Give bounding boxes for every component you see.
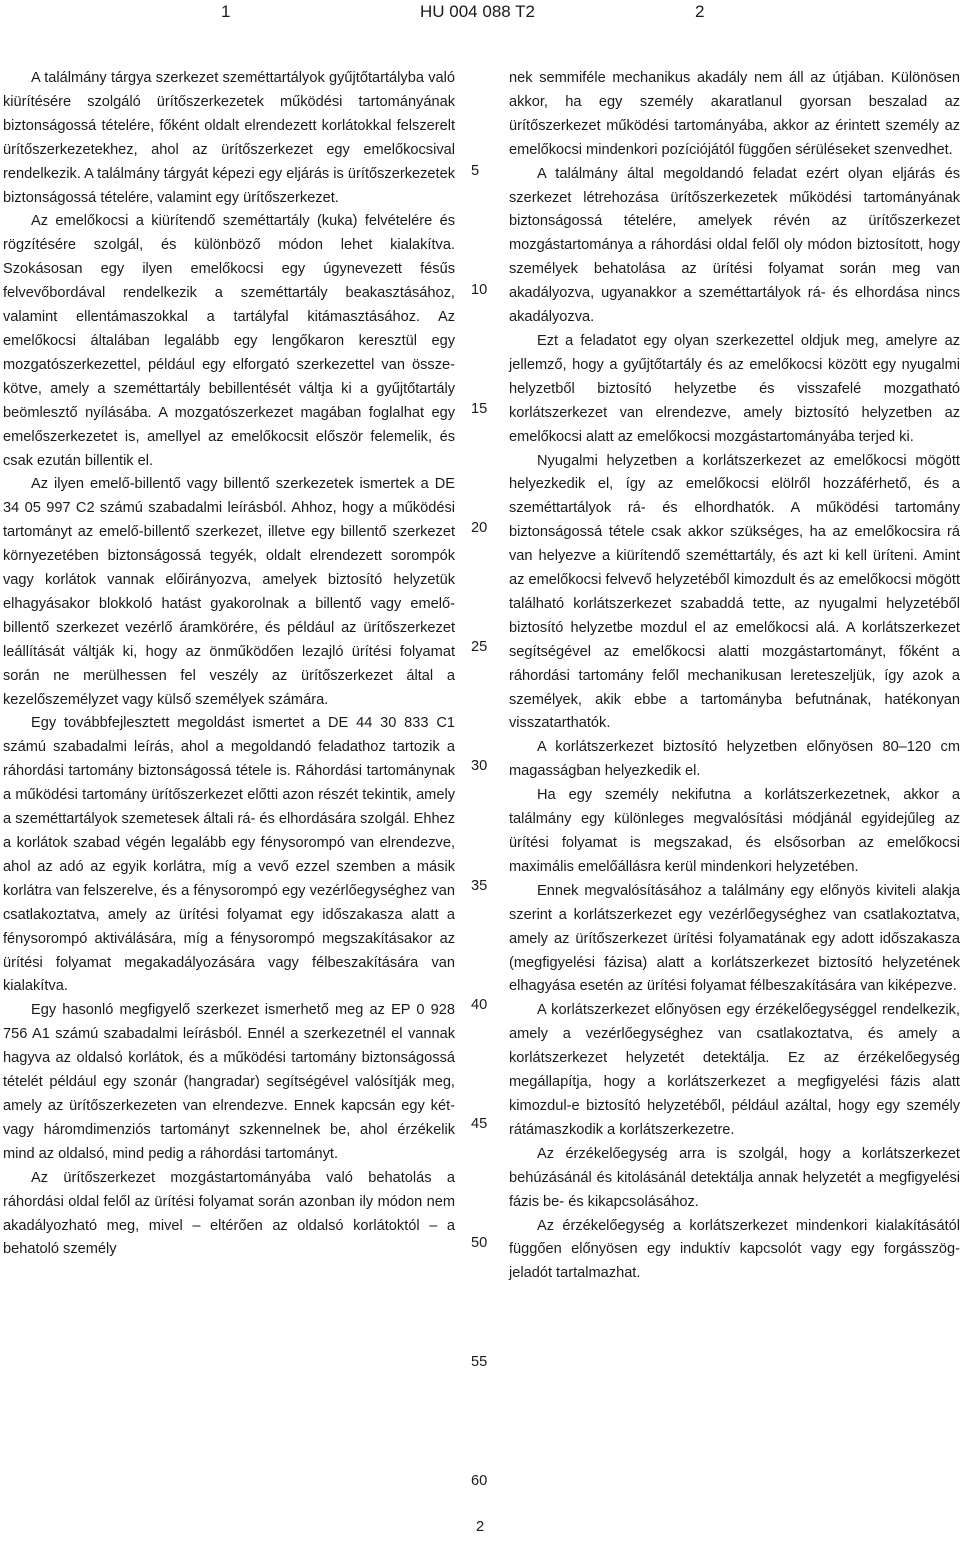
paragraph: A találmány által megoldandó feladat ezért olyan eljárás és szerkezet létrehozása ürítőszerkezetek működési tartományának biztonságossá tételére, amelyek révén az ürítőszerkezet mozgástartománya a ráhordási oldal felől oly módon biztosított, hogy személyek behatolása az ürítési folyamat során meg van akadályozva, ugyanakkor a szeméttartályok rá- és elhordása nincs akadályozva. bbox=[509, 165, 960, 326]
paragraph: A találmány tárgya szerkezet szeméttartályok gyűjtőtartályba való kiürítésére szolgáló ürítőszerkezetek működési tartományának biztonságossá tételére, főként oldalt elrendezett korlátokkal felszerelt ürítőszerkezetekhez, ahol az ürítőszerkezet egy emelőkocsival rendelkezik. A találmány tárgyát képezi egy eljárás is ürítőszerkezetek biztonságossá tételére, valamint egy ürítőszerkezet. bbox=[3, 70, 455, 206]
footer-page-number: 2 bbox=[475, 1518, 485, 1535]
line-number: 30 bbox=[471, 758, 488, 774]
paragraph: nek semmiféle mechanikus akadály nem áll az útjában. Különösen akkor, ha egy személy akaratlanul gyorsan beszalad az ürítőszerkezet működési tartományába, akkor az érintett személy az emelőkocsi mindenkori pozíciójától függően sérüléseket szenvedhet. bbox=[509, 70, 960, 158]
line-number: 40 bbox=[471, 997, 488, 1013]
line-number: 35 bbox=[471, 878, 488, 894]
patent-number: HU 004 088 T2 bbox=[420, 2, 535, 21]
line-number: 10 bbox=[471, 282, 488, 298]
paragraph: Ezt a feladatot egy olyan szerkezettel oldjuk meg, amelyre az jellemző, hogy a gyűjtőtartály és az emelőkocsi között egy nyugalmi helyzetből biztosító helyzetbe és visszafelé mozgatható korlátszerkezet van elrendezve, amely biztosító helyzetben az emelőkocsi alatt az emelőkocsi mozgástartományába terjed ki. bbox=[509, 332, 960, 445]
page-header bbox=[0, 0, 960, 30]
paragraph: Egy hasonló megfigyelő szerkezet ismerhető meg az EP 0 928 756 A1 számú szabadalmi leírásból. Ennél a szerkezetnél el vannak hagyva az oldalsó korlátok, és a működési tartomány biztonságossá tételét például egy szonár (hangradar) segítségével valósítják meg, amely az ürítőszerkezeten van elrendezve. Ennek kapcsán egy két- vagy háromdimenziós tartományt szkennelnek be, ahol érzékelik mind az oldalsó, mind pedig a ráhordási tartományt. bbox=[3, 1002, 455, 1162]
line-number: 25 bbox=[471, 639, 488, 655]
line-number: 45 bbox=[471, 1116, 488, 1132]
paragraph: Egy továbbfejlesztett megoldást ismertet a DE 44 30 833 C1 számú szabadalmi leírás, ahol a megoldandó feladathoz tartozik a ráhordási tartomány biztonságossá tétele is. Ráhordási tartománynak a működési tartomány ürítőszerkezet előtti azon részét tekintik, amely a szeméttartályok szemetesek általi rá- és elhordására szolgál. Ehhez a korlátok szabad végén legalább egy fénysorompó van elrendezve, ahol az adó az egyik korlátra, míg a vevő ezzel szemben a másik korlátra van felszerelve, és a fénysorompó egy vezérlőegységhez van csatlakoztatva, amely az ürítési folyamat egy időszakasza alatt a fénysorompó aktiválására, míg a fénysorompó megszakításakor az ürítési folyamat megakadályozására vagy félbeszakítására van kialakítva. bbox=[3, 715, 455, 995]
line-number: 50 bbox=[471, 1235, 488, 1251]
line-number: 60 bbox=[471, 1473, 488, 1489]
left-column bbox=[3, 67, 455, 1262]
paragraph: A korlátszerkezet biztosító helyzetben előnyösen 80–120 cm magasságban helyezkedik el. bbox=[509, 739, 960, 780]
line-number: 55 bbox=[471, 1354, 488, 1370]
paragraph: Nyugalmi helyzetben a korlátszerkezet az emelőkocsi mögött helyezkedik el, így az emelőkocsi elölről hozzáférhető, és a szeméttartályok rá- és elhordhatók. A működési tartomány biztonságossá tétele csak akkor szükséges, ha az emelőkocsira rá van helyezve a kiürítendő szeméttartály, és azt ki kell üríteni. Amint az emelőkocsi felvevő helyzetéből kimozdult és az emelőkocsi mögött található korlátszerkezet szabaddá tette, az nyugalmi helyzetéből biztosító helyzetbe mozdul el az emelőkocsi alá. A korlátszerkezet segítségével az emelőkocsi alatti mozgástartományt, főként a ráhordási tartomány felől mechanikusan lereteszeljük, így azok a személyek, akik ebbe a tartományba befutnának, hatékonyan visszatarthatók. bbox=[509, 452, 960, 732]
line-number: 20 bbox=[471, 520, 488, 536]
paragraph: Az érzékelőegység a korlátszerkezet mindenkori kialakításától függően előnyösen egy induktív kapcsolót vagy egy forgásszög-jeladót tartalmazhat. bbox=[509, 1217, 960, 1282]
right-column bbox=[509, 67, 960, 1286]
line-number: 15 bbox=[471, 401, 488, 417]
left-page-number: 1 bbox=[221, 2, 231, 21]
line-number: 5 bbox=[471, 163, 480, 179]
paragraph: Ha egy személy nekifutna a korlátszerkezetnek, akkor a találmány egy különleges megvalósítási módjánál egyidejűleg az ürítési folyamat is megszakad, és elsősorban az emelőkocsi maximális emelőállásra kerül mindenkori helyzetében. bbox=[509, 787, 960, 875]
paragraph: Az ürítőszerkezet mozgástartományába való behatolás a ráhordási oldal felől az ürítési folyamat során azonban ily módon nem akadályozható meg, mivel – eltérően az oldalsó korlátoktól – a behatoló személy bbox=[3, 1169, 455, 1258]
paragraph: Az emelőkocsi a kiürítendő szeméttartály (kuka) felvételére és rögzítésére szolgál, és különböző módon lehet kialakítva. Szokásosan egy ilyen emelőkocsi egy úgynevezett fésűs felvevőbordával rendelkezik a szeméttartály beakasztásához, valamint ellentámaszokkal a tartályfal kitámasztásához. Az emelőkocsi általában legalább egy lengőkaron keresztül egy mozgatószerkezettel, például egy elforgató szerkezettel van összekötve, amely a szeméttartály bebillentését váltja ki a gyűjtőtartály beömlesztő nyílásába. A mozgatószerkezet magában foglalhat egy emelőszerkezetet is, amellyel az emelőkocsit először felemelik, és csak ezután billentik el. bbox=[3, 213, 455, 469]
paragraph: Az érzékelőegység arra is szolgál, hogy a korlátszerkezet behúzásánál és kitolásánál detektálja annak helyzetét a megfigyelési fázis be- és kikapcsolásához. bbox=[509, 1145, 960, 1210]
paragraph: Az ilyen emelő-billentő vagy billentő szerkezetek ismertek a DE 34 05 997 C2 számú szabadalmi leírásból. Ahhoz, hogy a működési tartományt az emelő-billentő szerkezet, illetve egy billentő szerkezet környezetében biztonságossá tegyék, oldalt elrendezett sorompók vagy korlátok vannak előirányozva, amelyek biztosító helyzetük elhagyásakor blokkoló hatást gyakorolnak a billentő vagy emelő-billentő szerkezet vezérlő áramkörére, és például az ürítőszerkezet leállítását váltják ki, hogy az önműködően lezajló ürítési folyamat során ne merülhessen fel veszély az ürítőszerkezet által a kezelőszemélyzet vagy külső személyek számára. bbox=[3, 476, 455, 708]
paragraph: Ennek megvalósításához a találmány egy előnyös kiviteli alakja szerint a korlátszerkezet egy vezérlőegységhez van csatlakoztatva, amely az ürítőszerkezet ürítési folyamatának egy adott időszakasza (megfigyelési fázisa) alatt a korlátszerkezet biztosító helyzetének elhagyása esetén az ürítési folyamat félbeszakítására van kiképezve. bbox=[509, 882, 960, 995]
right-page-number: 2 bbox=[695, 2, 705, 21]
paragraph: A korlátszerkezet előnyösen egy érzékelőegységgel rendelkezik, amely a vezérlőegységhez van csatlakoztatva, és amely a korlátszerkezet helyzetét detektálja. Ez az érzékelőegység megállapítja, hogy a korlátszerkezet a megfigyelési fázis alatt kimozdul-e biztosító helyzetéből, például azáltal, hogy egy személy rátámaszkodik a korlátszerkezetre. bbox=[509, 1002, 960, 1138]
